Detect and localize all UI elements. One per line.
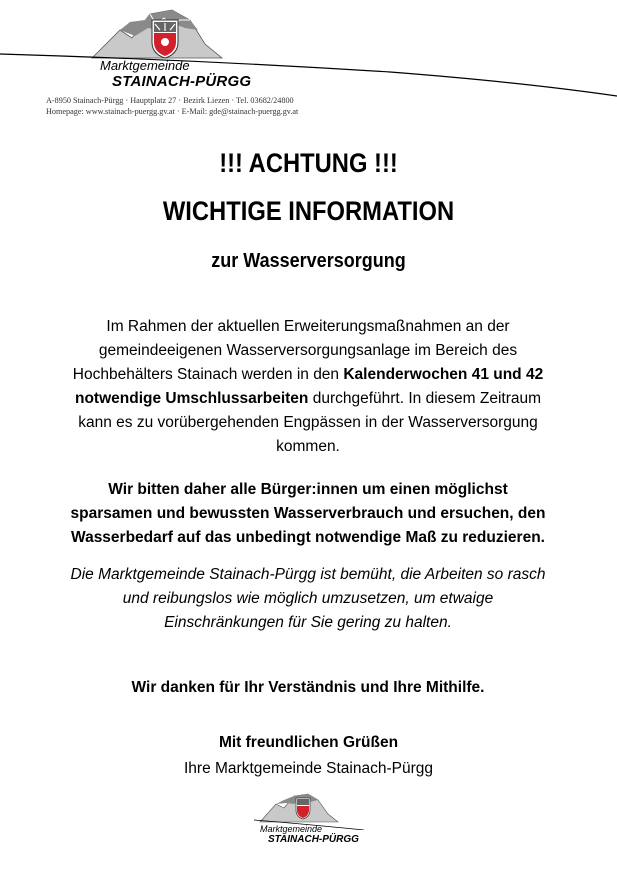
text-line: kommen.: [276, 438, 340, 455]
text-line: Wir bitten daher alle Bürger:innen um einen möglichst: [108, 481, 508, 498]
paragraph-intro: [58, 315, 558, 459]
contact-web: Homepage: www.stainach-puergg.gv.at · E-Mail: gde@stainach-puergg.gv.at: [46, 107, 299, 116]
text-line: Im Rahmen der aktuellen Erweiterungsmaßnahmen an der: [106, 318, 510, 335]
text-span: durchgeführt. In diesem Zeitraum: [308, 390, 542, 407]
page-subtitle: zur Wasserversorgung: [211, 250, 406, 272]
coat-of-arms-mountain-logo: [0, 0, 617, 100]
contact-address: A-8950 Stainach-Pürgg · Hauptplatz 27 · Bezirk Liezen · Tel. 03682/24800: [46, 96, 294, 105]
paragraph-request: [58, 478, 558, 550]
text-line: Die Marktgemeinde Stainach-Pürgg ist bemüht, die Arbeiten so rasch: [70, 566, 546, 583]
highlight-works: notwendige Umschlussarbeiten: [74, 390, 309, 407]
page-title: WICHTIGE INFORMATION: [162, 196, 455, 226]
footer-logo: [254, 790, 364, 850]
footer-org-name: STAINACH-PÜRGG: [268, 834, 359, 845]
text-line: gemeindeeigenen Wasserversorgungsanlage im Bereich des: [98, 342, 518, 359]
text-line: Wasserbedarf auf das unbedingt notwendige Maß zu reduzieren.: [71, 529, 545, 546]
closing-greeting: Mit freundlichen Grüßen: [218, 734, 399, 751]
text-line: [58, 363, 558, 387]
paragraph-thanks: Wir danken für Ihr Verständnis und Ihre Mithilfe.: [131, 679, 485, 696]
org-name-small: Marktgemeinde: [100, 58, 190, 73]
text-line: sparsamen und bewussten Wasserverbrauch und ersuchen, den: [70, 505, 546, 522]
highlight-weeks: Kalenderwochen 41 und 42: [343, 366, 544, 383]
text-line: kann es zu vorübergehenden Engpässen in der Wasserversorgung: [78, 414, 538, 431]
org-name: STAINACH-PÜRGG: [112, 73, 252, 90]
letterhead: [0, 0, 617, 120]
text-line: Einschränkungen für Sie gering zu halten.: [164, 614, 452, 631]
footer-org-small: Marktgemeinde: [260, 824, 323, 834]
text-line: [58, 387, 558, 411]
closing-signature: Ihre Marktgemeinde Stainach-Pürgg: [184, 760, 433, 777]
paragraph-note: [58, 563, 558, 635]
text-span: Hochbehälters Stainach werden in den: [72, 366, 344, 383]
text-line: und reibungslos wie möglich umzusetzen, um etwaige: [122, 590, 494, 607]
alert-heading: !!! ACHTUNG !!!: [219, 148, 398, 178]
